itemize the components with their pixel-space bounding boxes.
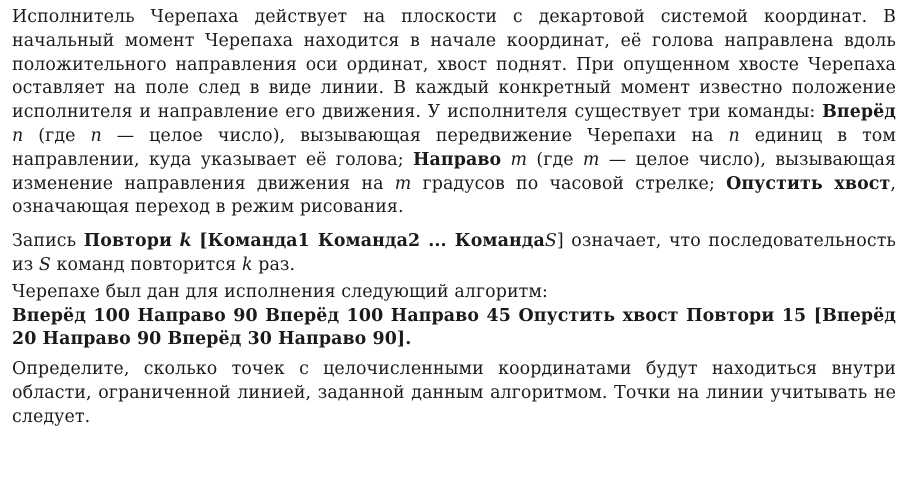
repeat-syntax-paragraph [12, 230, 896, 278]
command-lower-tail: Опустить хвост [726, 173, 891, 194]
variable-n: n [12, 125, 24, 146]
syntax-text: Запись [12, 231, 84, 252]
description-text: , означающая переход в режим рисования. [12, 173, 896, 218]
task-description-paragraph [12, 6, 896, 220]
description-text: Исполнитель Черепаха действует на плоскости с декартовой системой координат. В начальный момент Черепаха находится в начале координат, её голова направлена вдоль положительного направления оси ординат, хвост поднят. При опущенном хвосте Черепаха оставляет на поле след в виде линии. В каждый конкретный момент известно положение исполнителя и направление его движения. У исполнителя существует три команды: [12, 7, 896, 123]
variable-m: m [510, 149, 528, 170]
description-text: — целое число), вызывающая передвижение Черепахи на [101, 125, 729, 146]
command-right: Направо [412, 149, 502, 170]
description-text: (где [23, 125, 91, 146]
variable-n: n [90, 125, 102, 146]
variable-n: n [728, 125, 740, 146]
variable-m: m [582, 149, 600, 170]
variable-s: S [544, 231, 557, 252]
command-list: [Команда1 Команда2 ... Команда [199, 231, 545, 252]
command-forward: Вперёд [822, 102, 896, 123]
question-paragraph: Определите, сколько точек с целочисленными координатами будут находиться внутри области, ограниченной линией, заданной данным алгоритмом. Точки на линии учитывать не следует. [12, 359, 896, 427]
description-text: (где [527, 149, 583, 170]
syntax-text: команд повторится [50, 254, 242, 275]
variable-k: k [179, 231, 192, 252]
task-page [12, 6, 896, 430]
description-text: — целое число), вызывающая изменение направления движения на [12, 149, 896, 194]
description-text: градусов по часовой стрелке; [411, 173, 727, 194]
variable-s: S [38, 254, 51, 275]
syntax-text: раз. [252, 254, 296, 275]
algorithm-code: Вперёд 100 Направо 90 Вперёд 100 Направо 45 Опустить хвост Повтори 15 [Вперёд 20 Направо 90 Вперёд 30 Направо 90]. [12, 305, 896, 350]
syntax-text: означает, что последовательность из [12, 231, 896, 275]
variable-k: k [241, 254, 253, 275]
command-list-close: ] [556, 231, 564, 252]
algorithm-intro: Черепахе был дан для исполнения следующий алгоритм: [12, 281, 548, 302]
description-text: единиц в том направлении, куда указывает её голова; [12, 125, 896, 170]
variable-m: m [394, 173, 412, 194]
command-repeat: Повтори [83, 231, 172, 252]
